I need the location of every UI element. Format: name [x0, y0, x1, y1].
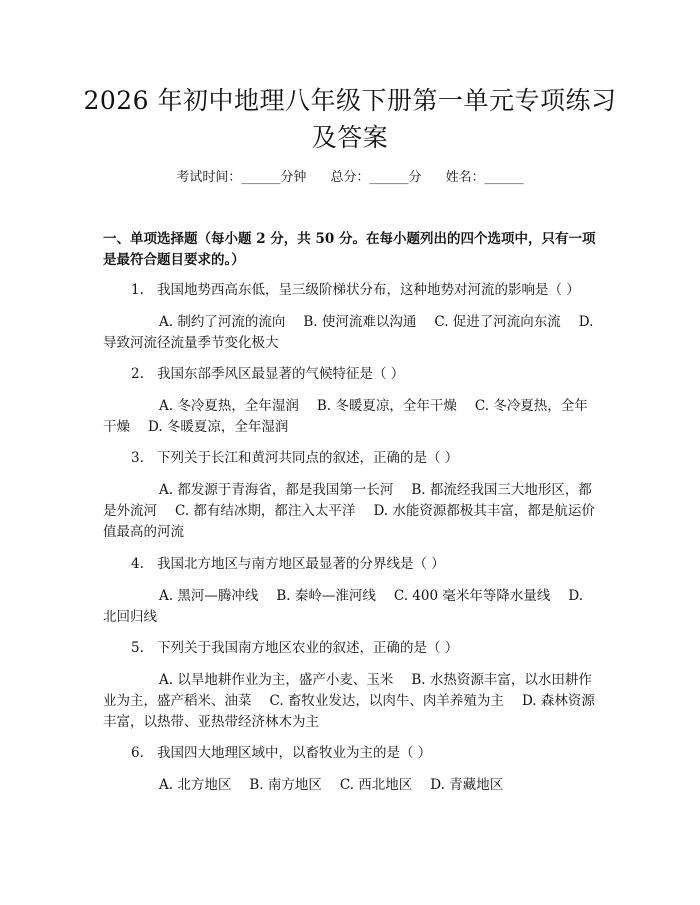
question-options [103, 396, 600, 438]
question-stem [103, 554, 600, 575]
option-c: C. 促进了河流向东流 [434, 314, 561, 330]
question-stem [103, 280, 600, 301]
question-options [103, 670, 600, 733]
exam-score: 总分：______分 [330, 170, 422, 185]
question-4 [103, 554, 600, 628]
option-d: D. 水能资源都极其丰富，都是航运价值最高的河流 [103, 503, 595, 540]
option-d: D. 森林资源丰富，以热带、亚热带经济林木为主 [103, 693, 595, 730]
option-c: C. 畜牧业发达，以肉牛、肉羊养殖为主 [269, 693, 504, 709]
question-text: 我国东部季风区最显著的气候特征是（ ） [157, 366, 405, 382]
question-text: 下列关于我国南方地区农业的叙述，正确的是（ ） [157, 640, 459, 656]
exam-time: 考试时间：______分钟 [176, 170, 307, 185]
option-d: D. 冬暖夏凉，全年湿润 [148, 419, 289, 435]
question-number: 1. [131, 282, 144, 298]
question-number: 4. [131, 556, 144, 572]
question-text: 我国北方地区与南方地区最显著的分界线是（ ） [157, 556, 445, 572]
option-b: B. 南方地区 [249, 777, 322, 793]
page-title: 2026 年初中地理八年级下册第一单元专项练习及答案 [83, 86, 617, 152]
question-number: 5. [131, 640, 144, 656]
option-d: D. 导致河流径流量季节变化极大 [103, 314, 594, 351]
option-b: B. 水热资源丰富，以水田耕作业为主，盛产稻米、油菜 [103, 672, 592, 709]
section-heading: 一、单项选择题（每小题 2 分，共 50 分。在每小题列出的四个选项中，只有一项是最符合题目要求的。） [103, 231, 596, 268]
question-stem [103, 448, 600, 469]
option-a: A. 都发源于青海省，都是我国第一长河 [159, 482, 394, 498]
question-3 [103, 448, 600, 543]
question-options [103, 775, 600, 796]
option-c: C. 冬冷夏热，全年干燥 [103, 398, 588, 435]
option-b: B. 都流经我国三大地形区，都是外流河 [103, 482, 592, 519]
option-a: A. 北方地区 [159, 777, 232, 793]
question-options [103, 312, 600, 354]
question-options [103, 480, 600, 543]
question-1 [103, 280, 600, 354]
question-5 [103, 638, 600, 733]
exam-meta [0, 170, 700, 186]
question-number: 3. [131, 450, 144, 466]
option-b: B. 秦岭—淮河线 [276, 588, 376, 604]
option-d: D. 北回归线 [103, 588, 583, 625]
question-options [103, 586, 600, 628]
question-stem [103, 364, 600, 385]
option-a: A. 制约了河流的流向 [159, 314, 286, 330]
option-c: C. 西北地区 [339, 777, 413, 793]
option-d: D. 青藏地区 [430, 777, 504, 793]
question-text: 我国四大地理区域中，以畜牧业为主的是（ ） [157, 745, 432, 761]
question-stem [103, 638, 600, 659]
option-a: A. 黑河—腾冲线 [159, 588, 259, 604]
option-a: A. 以旱地耕作业为主，盛产小麦、玉米 [159, 672, 394, 688]
question-number: 2. [131, 366, 144, 382]
question-text: 我国地势西高东低，呈三级阶梯状分布，这种地势对河流的影响是（ ） [157, 282, 580, 298]
question-number: 6. [131, 745, 144, 761]
option-c: C. 都有结冰期，都注入太平洋 [175, 503, 356, 519]
student-name: 姓名：______ [445, 170, 524, 185]
option-c: C. 400 毫米年等降水量线 [393, 588, 551, 604]
question-text: 下列关于长江和黄河共同点的叙述，正确的是（ ） [157, 450, 459, 466]
question-6 [103, 743, 600, 796]
question-stem [103, 743, 600, 764]
option-a: A. 冬冷夏热，全年湿润 [159, 398, 299, 414]
option-b: B. 使河流难以沟通 [303, 314, 417, 330]
option-b: B. 冬暖夏凉，全年干燥 [316, 398, 457, 414]
question-2 [103, 364, 600, 438]
